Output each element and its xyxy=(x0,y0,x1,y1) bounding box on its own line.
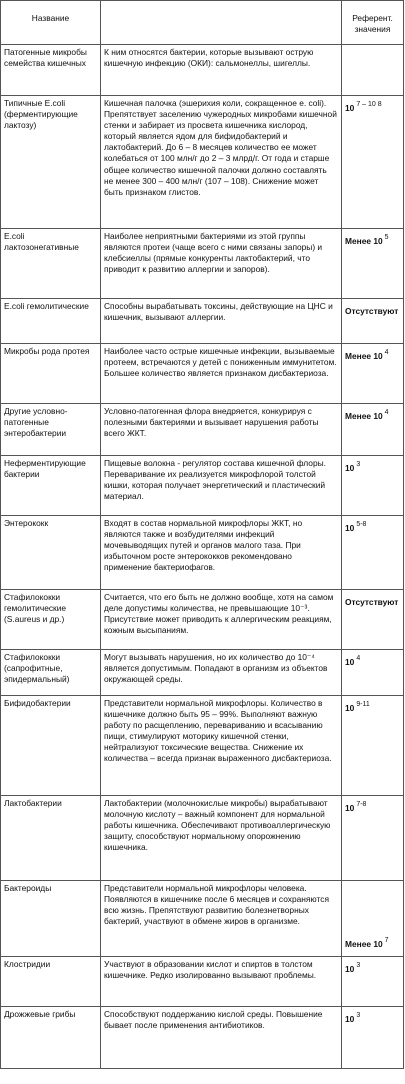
row-name: Лактобактерии xyxy=(1,796,101,881)
header-name: Название xyxy=(1,1,101,45)
row-description: Представители нормальной микрофлоры человека. Появляются в кишечнике после 6 месяцев и сохраняются всю жизнь. Препятствуют развитию болезнетворных бактерий, участвуют в обмене жиров в организме. xyxy=(101,881,342,957)
row-name: Стафилококки (сапрофитные, эпидермальный) xyxy=(1,650,101,696)
ref-exponent: 3 xyxy=(356,1012,361,1019)
ref-exponent: 4 xyxy=(384,349,389,356)
ref-main: Менее 10 xyxy=(345,351,383,361)
row-description: Наиболее часто острые кишечные инфекции, вызываемые протеем, встречаются у детей с пониженным иммунитетом. Большее количество является признаком дисбактериоза. xyxy=(101,344,342,404)
row-name: Клостридии xyxy=(1,957,101,1007)
table-row xyxy=(1,1007,404,1069)
row-reference xyxy=(342,344,404,404)
ref-exponent: 3 xyxy=(356,461,361,468)
table-row xyxy=(1,45,404,96)
row-description: Условно-патогенная флора внедряется, конкурируя с полезными бактериями и вызывает нарушения работы всего ЖКТ. xyxy=(101,404,342,456)
ref-main: Отсутствуют xyxy=(345,597,399,607)
table-row xyxy=(1,344,404,404)
ref-exponent: 9-11 xyxy=(356,701,370,708)
ref-exponent: 3 xyxy=(356,962,361,969)
table-row xyxy=(1,590,404,650)
row-reference xyxy=(342,96,404,229)
ref-exponent: 5-8 xyxy=(356,521,367,528)
table-row xyxy=(1,299,404,344)
ref-exponent: 7 xyxy=(384,936,389,944)
row-description: Участвуют в образовании кислот и спиртов в толстом кишечнике. Редко изолированно вызывают проблемы. xyxy=(101,957,342,1007)
table-row xyxy=(1,696,404,796)
ref-exponent: 7 – 10 8 xyxy=(356,101,382,108)
row-name: E.coli гемолитические xyxy=(1,299,101,344)
ref-main: Менее 10 xyxy=(345,938,383,949)
ref-exponent: 4 xyxy=(384,409,389,416)
row-description: К ним относятся бактерии, которые вызывают острую кишечную инфекцию (ОКИ): сальмонеллы, шигеллы. xyxy=(101,45,342,96)
ref-main: 10 xyxy=(345,463,355,473)
ref-main: Отсутствуют xyxy=(345,306,399,316)
row-reference xyxy=(342,650,404,696)
ref-main: Менее 10 xyxy=(345,236,383,246)
row-name: Дрожжевые грибы xyxy=(1,1007,101,1069)
row-name: Бактероиды xyxy=(1,881,101,957)
header-reference: Референт. значения xyxy=(342,1,404,45)
row-description: Считается, что его быть не должно вообще, хотя на самом деле допустимы количества, не превышающие 10⁻³. Присутствие может приводить к аллергическим реакциям, кожным высыпаниям. xyxy=(101,590,342,650)
table-row xyxy=(1,96,404,229)
row-reference xyxy=(342,45,404,96)
header-description xyxy=(101,1,342,45)
table-header-row xyxy=(1,1,404,45)
row-name: Бифидобактерии xyxy=(1,696,101,796)
table-row xyxy=(1,650,404,696)
row-name: Неферментирующие бактерии xyxy=(1,456,101,516)
row-name: E.coli лактозонегативные xyxy=(1,229,101,299)
row-reference xyxy=(342,456,404,516)
table-row xyxy=(1,516,404,590)
table-row xyxy=(1,404,404,456)
row-reference xyxy=(342,229,404,299)
ref-main: 10 xyxy=(345,964,355,974)
row-description: Способны вырабатывать токсины, действующие на ЦНС и кишечник, вызывают аллергии. xyxy=(101,299,342,344)
row-description: Лактобактерии (молочнокислые микробы) вырабатывают молочную кислоту – важный компонент для нормальной работы кишечника. Обеспечивают противоаллергическую защиту, способствуют нормальному опорожнению кишечника. xyxy=(101,796,342,881)
row-name: Типичные E.coli (ферментирующие лактозу) xyxy=(1,96,101,229)
ref-exponent: 4 xyxy=(356,655,361,662)
table-row xyxy=(1,229,404,299)
ref-main: 10 xyxy=(345,1014,355,1024)
row-description: Могут вызывать нарушения, но их количество до 10⁻⁴ является допустимым. Попадают в организм из объектов окружающей среды. xyxy=(101,650,342,696)
ref-main: 10 xyxy=(345,803,355,813)
row-reference xyxy=(342,516,404,590)
row-description: Кишечная палочка (эшерихия коли, сокращенное е. coli). Препятствует заселению чужеродных микробами кишечной стенки и забирает из просвета кишечника кислород, который является ядом для бифидобактерий и лактобактерий. До 6 – 8 месяцев количество ее может колебаться от 100 млн/г до 2 – 3 млрд/г. От года и старше общее количество кишечной палочки должно составлять не менее 300 – 400 млн/г (107 – 108). Снижение может быть признаком глистов. xyxy=(101,96,342,229)
row-reference xyxy=(342,1007,404,1069)
ref-exponent: 7-8 xyxy=(356,801,367,808)
table-row xyxy=(1,456,404,516)
ref-main: 10 xyxy=(345,103,355,113)
row-description: Представители нормальной микрофлоры. Количество в кишечнике должно быть 95 – 99%. Выполняют важную работу по расщеплению, перевариванию и всасыванию пищи, стимулируют моторику кишечной стенки, нейтрализуют токсические вещества. Снижение их количества – всегда признак выраженного дисбактериоза. xyxy=(101,696,342,796)
table-row xyxy=(1,796,404,881)
ref-main: 10 xyxy=(345,523,355,533)
row-description: Способствуют поддержанию кислой среды. Повышение бывает после применения антибиотиков. xyxy=(101,1007,342,1069)
row-name: Микробы рода протея xyxy=(1,344,101,404)
row-name: Другие условно-патогенные энтеробактерии xyxy=(1,404,101,456)
row-reference xyxy=(342,404,404,456)
ref-main: 10 xyxy=(345,657,355,667)
row-reference xyxy=(342,696,404,796)
table-row xyxy=(1,881,404,957)
ref-main: Менее 10 xyxy=(345,411,383,421)
row-reference xyxy=(342,957,404,1007)
row-name: Стафилококки гемолитические (S.aureus и др.) xyxy=(1,590,101,650)
row-reference xyxy=(342,590,404,650)
row-reference xyxy=(342,881,404,957)
row-name: Энтерококк xyxy=(1,516,101,590)
ref-exponent: 5 xyxy=(384,234,389,241)
row-description: Пищевые волокна - регулятор состава кишечной флоры. Переваривание их реализуется микрофлорой толстой кишки, которая получает энергетический и пластический материал. xyxy=(101,456,342,516)
row-reference xyxy=(342,796,404,881)
row-description: Входят в состав нормальной микрофлоры ЖКТ, но являются также и возбудителями инфекций мочевыводящих путей и органов малого таза. При избыточном росте энтерококков рекомендовано применение бактериофагов. xyxy=(101,516,342,590)
table-row xyxy=(1,957,404,1007)
row-reference xyxy=(342,299,404,344)
row-name: Патогенные микробы семейства кишечных xyxy=(1,45,101,96)
ref-main: 10 xyxy=(345,703,355,713)
row-description: Наиболее неприятными бактериями из этой группы являются протеи (чаще всего с ними связаны запоры) и клебсиеллы (прямые конкуренты лактобактерий, что приводит к развитию аллергии и запоров). xyxy=(101,229,342,299)
